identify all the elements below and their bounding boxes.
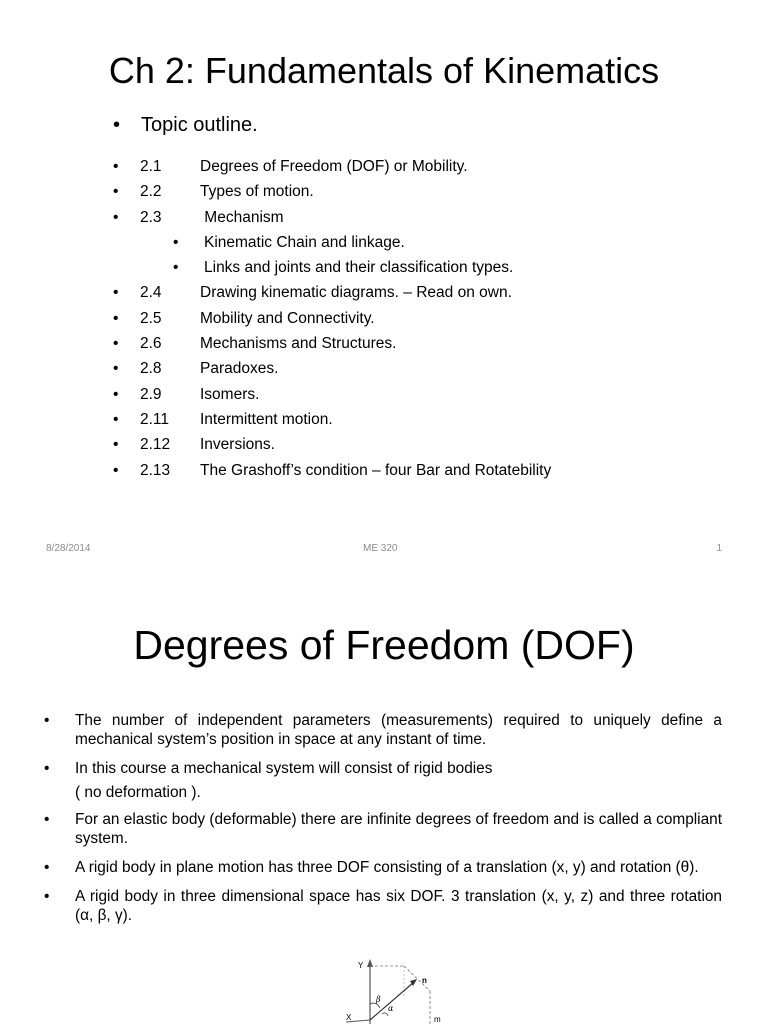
section-title: Types of motion. [200,183,314,201]
bullet: • [44,712,50,729]
bullet: • [44,888,50,906]
section-number: 2.5 [140,309,162,327]
list-item [44,888,722,925]
bullet: • [113,114,121,136]
bullet-text: For an elastic body (deformable) there are infinite degrees of freedom and is called a compliant system. [75,811,722,847]
side-m-label: m [434,1015,441,1024]
section-number: 2.11 [140,410,170,428]
slide-2 [0,576,768,1024]
outline-item: • 2.8 Paradoxes. [113,356,551,381]
alpha-arc [382,1013,388,1016]
bullet-text: A rigid body in plane motion has three DOF consisting of a translation (x, y) and rotation (θ). [75,858,699,876]
bullet-text: A rigid body in three dimensional space has six DOF. 3 translation (x, y, z) and three rotation (α, β, γ). [75,888,722,924]
section-title: Mechanism [200,208,284,226]
outline-subitem: • Kinematic Chain and linkage. [173,233,405,251]
section-number: 2.4 [140,284,162,302]
axis-x-label: X [346,1013,352,1022]
bullet-text-continued: ( no deformation ). [75,783,201,801]
bullet: • [44,858,50,876]
slide-title: Degrees of Freedom (DOF) [133,622,635,668]
outline-item: • 2.12 Inversions. [113,432,551,457]
list-item [44,760,722,802]
axis-y-label: Y [358,961,364,970]
topic-outline-list [113,154,551,483]
alpha-label: α [388,1004,394,1013]
section-number: 2.1 [140,158,162,175]
section-number: 2.12 [140,436,171,454]
beta-label: β [376,995,381,1004]
list-item [44,811,722,848]
outline-item: • 2.11 Intermittent motion. [113,407,551,432]
dof-bullet-list [44,712,722,925]
outline-item: • 2.2 Types of motion. [113,179,551,204]
section-number: 2.9 [140,385,162,403]
outline-item: • 2.9 Isomers. [113,382,551,407]
outline-item: • 2.4 Drawing kinematic diagrams. – Read on own. [113,280,551,305]
list-item [44,712,722,749]
subsection-title: Kinematic Chain and linkage. [204,233,405,251]
bullet-text: The number of independent parameters (measurements) required to uniquely define a mechanical system’s position in space at any instant of time. [75,712,722,748]
section-title: Mechanisms and Structures. [200,335,397,353]
outline-item: • 2.6 Mechanisms and Structures. [113,331,551,356]
list-item [44,859,722,878]
outline-subitem: • Links and joints and their classification types. [173,259,514,277]
footer-page-number: 1 [716,543,722,554]
footer-date: 8/28/2014 [46,543,91,554]
coordinate-axes-diagram [338,956,448,1024]
section-title: Mobility and Connectivity. [200,309,375,327]
outline-item: • 2.5 Mobility and Connectivity. [113,306,551,331]
section-title: Isomers. [200,385,260,403]
slide-title: Ch 2: Fundamentals of Kinematics [108,50,660,91]
bullet: • [44,760,50,778]
footer-course: ME 320 [363,543,398,554]
section-title: Inversions. [200,436,275,454]
section-title: Paradoxes. [200,360,279,378]
section-number: 2.6 [140,335,162,353]
section-title: Degrees of Freedom (DOF) or Mobility. [200,158,468,175]
section-number: 2.13 [140,461,171,479]
section-number: 2.2 [140,183,162,201]
section-number: 2.8 [140,360,162,378]
bullet-text: In this course a mechanical system will consist of rigid bodies [75,760,493,778]
section-title: The Grashoff’s condition – four Bar and Rotatebility [200,461,552,479]
topic-label: Topic outline. [141,114,258,136]
subsection-title: Links and joints and their classification types. [204,259,514,277]
bullet: • [44,811,50,829]
topic-outline-heading [113,114,258,137]
section-number: 2.3 [140,208,162,226]
outline-item: • 2.3 Mechanism [113,205,551,230]
section-title: Drawing kinematic diagrams. – Read on own. [200,284,512,302]
outline-item: • 2.1 Degrees of Freedom (DOF) or Mobility. [113,154,551,179]
outline-item: • 2.13 The Grashoff’s condition – four Bar and Rotatebility [113,458,551,483]
section-title: Intermittent motion. [200,410,333,428]
vector-n-label: n [422,976,427,985]
